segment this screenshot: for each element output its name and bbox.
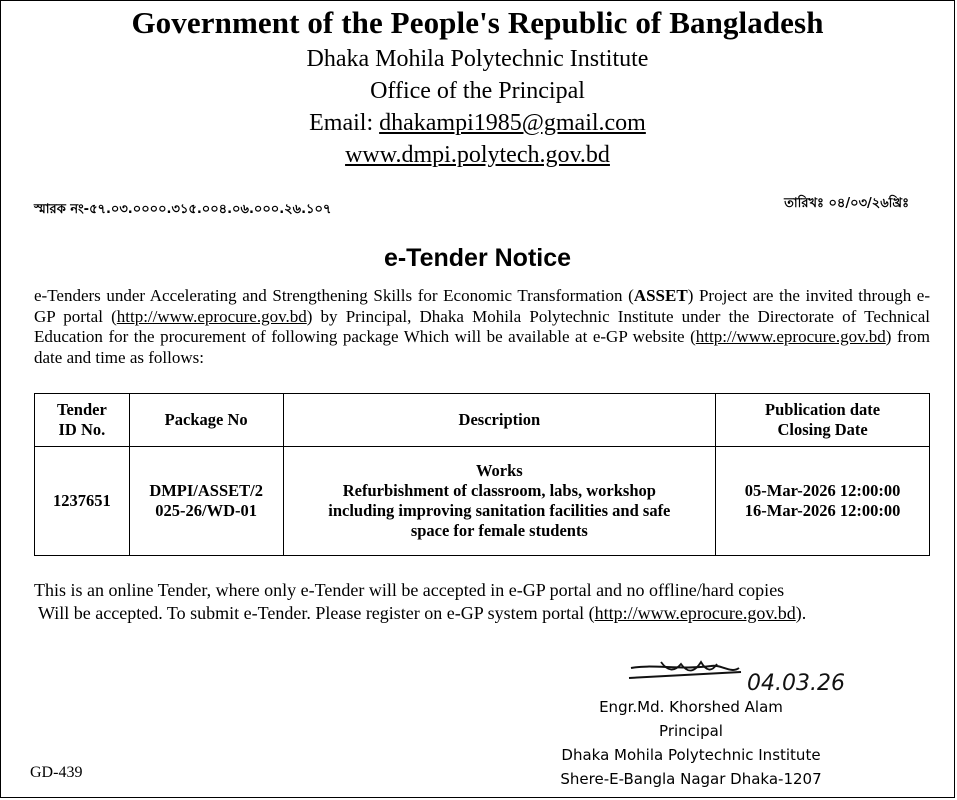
publication-date-value: 05-Mar-2026 12:00:00 xyxy=(744,481,901,500)
signatory-institute: Dhaka Mohila Polytechnic Institute xyxy=(561,746,821,764)
signatory-title: Principal xyxy=(659,722,723,740)
desc-line2: Refurbishment of classroom, labs, workshop xyxy=(342,481,656,500)
website-link[interactable]: www.dmpi.polytech.gov.bd xyxy=(345,142,610,168)
cell-package-no xyxy=(129,447,283,556)
table-row xyxy=(35,447,930,556)
email-label: Email: xyxy=(309,110,380,136)
handwritten-signature xyxy=(621,656,871,696)
outro-text-2a: Will be accepted. To submit e-Tender. Please register on e-GP system portal ( xyxy=(38,603,595,623)
signatory-block xyxy=(531,695,851,791)
header-dates xyxy=(716,394,930,447)
asset-label: ASSET xyxy=(633,286,688,305)
intro-text-4: ) from date and time as follows: xyxy=(34,327,930,367)
email-line xyxy=(1,110,954,137)
notice-title: e-Tender Notice xyxy=(383,244,572,272)
outro-line1: This is an online Tender, where only e-Tender will be accepted in e-GP portal and no offline/hard copies xyxy=(34,580,785,600)
memo-number: স্মারক নং-৫৭.০৩.০০০০.৩১৫.০০৪.০৬.০০০.২৬.১০৭ xyxy=(34,202,332,217)
desc-line4: space for female students xyxy=(410,521,588,540)
package-line2: 025-26/WD-01 xyxy=(155,501,258,520)
signatory-name: Engr.Md. Khorshed Alam xyxy=(599,698,783,716)
intro-text-1: e-Tenders under Accelerating and Strengthening Skills for Economic Transformation ( xyxy=(34,286,634,305)
desc-line3: including improving sanitation facilities and safe xyxy=(328,501,671,520)
signature-date: 04.03.26 xyxy=(747,671,845,696)
header-tender-id xyxy=(35,394,130,447)
outro-text-2b: ). xyxy=(795,603,807,623)
outro-line2 xyxy=(34,602,934,625)
government-title: Government of the People's Republic of Bangladesh xyxy=(131,5,824,40)
eprocure-link-3[interactable]: http://www.eprocure.gov.bd xyxy=(594,603,796,623)
closing-date-value: 16-Mar-2026 12:00:00 xyxy=(744,501,901,520)
institute-name: Dhaka Mohila Polytechnic Institute xyxy=(306,46,649,72)
intro-paragraph xyxy=(34,286,930,368)
cell-dates xyxy=(716,447,930,556)
cell-description xyxy=(283,447,716,556)
email-link[interactable]: dhakampi1985@gmail.com xyxy=(379,110,646,136)
header-tender-id-line1: Tender xyxy=(56,400,107,419)
intro-text-3: ) by Principal, Dhaka Mohila Polytechnic Institute under the Directorate of Technical Education for the procurement of following package Which will be available at e-GP website ( xyxy=(34,306,930,346)
header-package-no: Package No xyxy=(129,394,283,447)
package-line1: DMPI/ASSET/2 xyxy=(149,481,263,500)
cell-tender-id: 1237651 xyxy=(35,447,130,556)
office-name: Office of the Principal xyxy=(370,78,585,104)
table-header-row xyxy=(35,394,930,447)
header-publication-date: Publication date xyxy=(765,400,881,419)
intro-text-2: ) Project are the invited through e-GP portal ( xyxy=(34,286,931,326)
website-line xyxy=(1,142,954,169)
tender-table xyxy=(34,393,930,556)
footer-code: GD-439 xyxy=(30,764,83,781)
notice-date: তারিখঃ ০৪/০৩/২৬খ্রিঃ xyxy=(784,196,909,211)
signatory-address: Shere-E-Bangla Nagar Dhaka-1207 xyxy=(560,770,822,788)
header-closing-date: Closing Date xyxy=(777,420,868,439)
eprocure-link-1[interactable]: http://www.eprocure.gov.bd xyxy=(116,306,307,326)
header-tender-id-line2: ID No. xyxy=(58,420,106,439)
eprocure-link-2[interactable]: http://www.eprocure.gov.bd xyxy=(695,327,886,346)
header-description: Description xyxy=(283,394,716,447)
desc-line1: Works xyxy=(475,461,523,480)
outro-paragraph xyxy=(34,579,934,625)
